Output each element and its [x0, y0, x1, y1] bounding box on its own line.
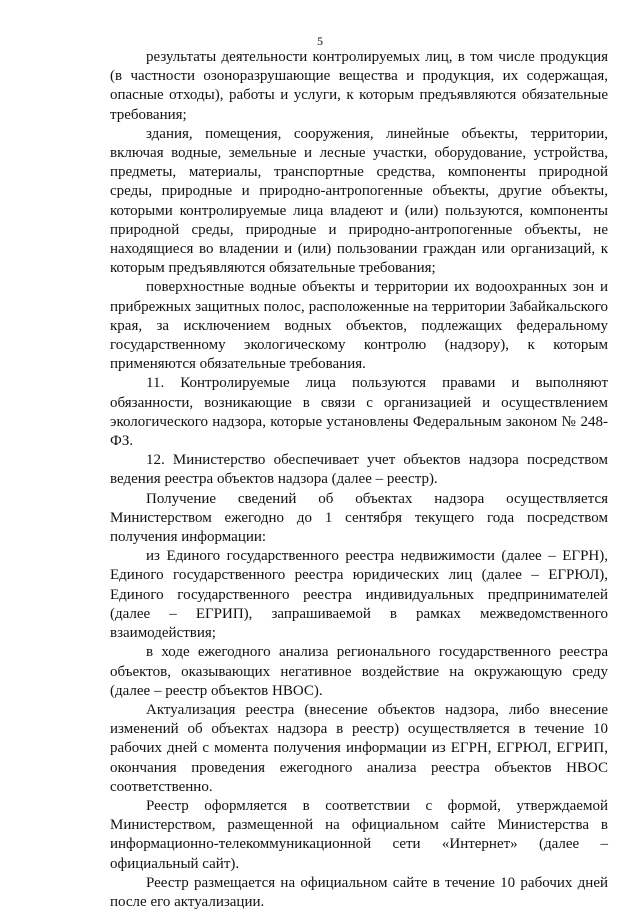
- paragraph-item-12: 12. Министерство обеспечивает учет объектов надзора посредством ведения реестра объектов надзора (далее – реестр).: [110, 452, 608, 488]
- paragraph-item-11: 11. Контролируемые лица пользуются правами и выполняют обязанности, возникающие в связи с организацией и осуществлением экологического надзора, которые установлены Федеральным законом № 248-ФЗ.: [110, 375, 608, 450]
- paragraph-registry-publication: Реестр размещается на официальном сайте в течение 10 рабочих дней после его актуализации.: [110, 874, 608, 910]
- page-number: 5: [317, 34, 323, 48]
- paragraph-results: результаты деятельности контролируемых лиц, в том числе продукция (в частности озоноразрушающие вещества и продукция, их содержащая, опасные отходы), работы и услуги, к которым предъявляются обязательные требования;: [110, 49, 608, 123]
- paragraph-registry-update: Актуализация реестра (внесение объектов надзора, либо внесение изменений об объектах надзора в реестр) осуществляется в течение 10 рабочих дней с момента получения информации из ЕГРН, ЕГРЮЛ, ЕГРИП, окончания проведения ежегодного анализа реестра объектов НВОС соответственно.: [110, 701, 608, 795]
- paragraph-nvos-analysis: в ходе ежегодного анализа регионального государственного реестра объектов, оказывающих негативное воздействие на окружающую среду (далее – реестр объектов НВОС).: [110, 644, 608, 699]
- paragraph-registries: из Единого государственного реестра недвижимости (далее – ЕГРН), Единого государственного реестра юридических лиц (далее – ЕГРЮЛ), Единого государственного реестра индивидуальных предпринимателей (далее – ЕГРИП), запрашиваемой в рамках межведомственного взаимодействия;: [110, 548, 608, 642]
- paragraph-water-objects: поверхностные водные объекты и территории их водоохранных зон и прибрежных защитных полос, расположенные на территории Забайкальского края, за исключением водных объектов, подлежащих федеральному государственному экологическому контролю (надзору), к которым применяются обязательные требования.: [110, 279, 608, 373]
- paragraph-registry-form: Реестр оформляется в соответствии с формой, утверждаемой Министерством, размещенной на официальном сайте Министерства в информационно-телекоммуникационной сети «Интернет» (далее – официальный сайт).: [110, 797, 608, 872]
- document-body: [110, 48, 608, 912]
- paragraph-buildings: здания, помещения, сооружения, линейные объекты, территории, включая водные, земельные и лесные участки, оборудование, устройства, предметы, материалы, транспортные средства, компоненты природной среды, природные и природно-антропогенные объекты, другие объекты, которыми контролируемые лица владеют и (или) пользуются, компоненты природной среды, природные и природно-антропогенные объекты, не находящиеся во владении и (или) пользовании граждан или организаций, к которым предъявляются обязательные требования;: [110, 125, 608, 277]
- paragraph-obtaining-info: Получение сведений об объектах надзора осуществляется Министерством ежегодно до 1 сентября текущего года посредством получения информации:: [110, 490, 608, 546]
